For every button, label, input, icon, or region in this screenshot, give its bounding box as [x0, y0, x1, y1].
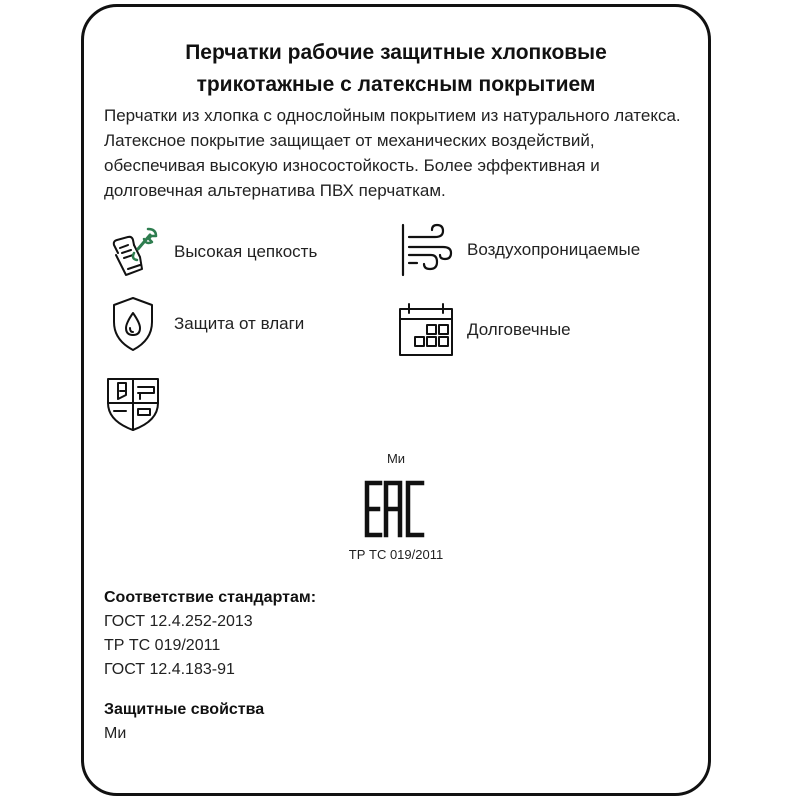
feature-breathable — [397, 221, 640, 279]
airflow-icon — [397, 221, 455, 279]
standards-list — [104, 610, 253, 682]
title-line-1: Перчатки рабочие защитные хлопковые — [185, 41, 607, 64]
standard-item: ГОСТ 12.4.252-2013 — [104, 613, 253, 630]
certification-mark-top: Ми — [386, 451, 406, 466]
feature-label: Высокая цепкость — [174, 242, 318, 261]
protective-properties-value: Ми — [104, 725, 127, 742]
feature-label: Воздухопроницаемые — [467, 240, 641, 259]
standards-heading: Соответствие стандартам: — [104, 589, 317, 606]
feature-moisture-protection — [104, 295, 304, 353]
feature-durable — [397, 301, 571, 359]
certification-mark-bottom: ТР ТС 019/2011 — [348, 547, 444, 562]
eac-logo — [364, 480, 426, 538]
product-description: Перчатки из хлопка с однослойным покрытием из натурального латекса. Латексное покрытие защищает от механических воздействий, обеспечивая высокую износостойкость. Более эффективная и долговечная альтернатива ПВХ перчаткам. — [104, 106, 681, 200]
feature-grip — [104, 223, 317, 281]
calendar-icon — [397, 301, 455, 359]
shield-hammer-icon — [104, 375, 162, 433]
feature-label: Защита от влаги — [174, 314, 305, 333]
shield-drop-icon — [104, 295, 162, 353]
feature-mechanical-protection — [104, 375, 174, 433]
standard-item: ГОСТ 12.4.183-91 — [104, 661, 235, 678]
protective-properties-heading: Защитные свойства — [104, 701, 265, 718]
standard-item: ТР ТС 019/2011 — [104, 637, 221, 654]
title-line-2: трикотажные с латексным покрытием — [196, 73, 596, 96]
product-card — [81, 4, 711, 796]
glove-wrench-icon — [104, 223, 162, 281]
feature-label: Долговечные — [467, 320, 571, 339]
product-title — [84, 37, 708, 101]
